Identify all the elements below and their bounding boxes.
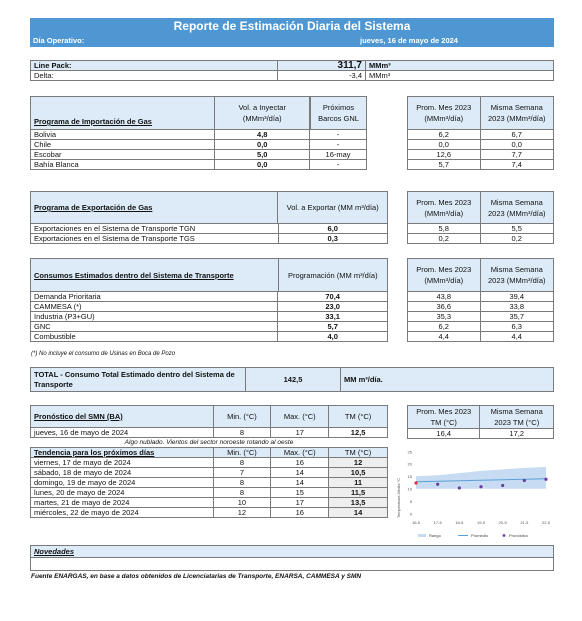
- legend-rango-label: Rango: [429, 533, 441, 538]
- chart-xtick-label: 20-5: [498, 520, 507, 525]
- consumo-row-prom: 6,2: [408, 322, 481, 332]
- import-row-vol: 0,0: [215, 140, 310, 150]
- trend-max: 16: [271, 508, 329, 518]
- trend-tm: 11,5: [329, 488, 388, 498]
- chart-xtick-label: 16-5: [411, 520, 421, 525]
- smn-title: Pronóstico del SMN (BA): [31, 406, 214, 428]
- chart-ytick-label: 10: [407, 486, 412, 492]
- export-rows-right: [407, 223, 554, 244]
- trend-tm: 14: [329, 508, 388, 518]
- consumo-row-prom: 36,6: [408, 302, 481, 312]
- chart-ylabel: Temperatura Media °C: [396, 477, 401, 519]
- import-row-prom: 12,6: [408, 150, 481, 160]
- delta-label: Delta:: [31, 71, 278, 81]
- legend-promedio-label: Promedio: [471, 533, 489, 538]
- import-right-header: [407, 96, 554, 130]
- chart-forecast-point: [458, 486, 461, 489]
- smn-today-max: 17: [271, 428, 329, 438]
- chart-xtick-label: 17-5: [433, 520, 442, 525]
- consumo-row-prog: 5,7: [278, 322, 388, 332]
- trend-min: 8: [213, 488, 271, 498]
- trend-day: miércoles, 22 de mayo de 2024: [31, 508, 214, 518]
- consumo-row-name: Demanda Prioritaria: [31, 292, 278, 302]
- export-row-prom: 0,2: [408, 234, 481, 244]
- linepack-unit: MMm³: [366, 61, 554, 71]
- consumo-row-misma: 35,7: [480, 312, 554, 322]
- novedades-title: Novedades: [31, 546, 554, 558]
- export-row-misma: 5,5: [480, 224, 554, 234]
- trend-col-max: Max. (°C): [271, 448, 329, 458]
- export-rows-left: [30, 223, 388, 244]
- total-label: TOTAL - Consumo Total Estimado dentro del Sistema de Transporte: [31, 368, 246, 392]
- consumos-rows-right: [407, 291, 554, 342]
- consumo-row-prog: 4,0: [278, 332, 388, 342]
- temperature-chart: [396, 446, 556, 542]
- import-row-vol: 4,8: [215, 130, 310, 140]
- chart-ytick-label: 20: [407, 461, 412, 467]
- trend-day: domingo, 19 de mayo de 2024: [31, 478, 214, 488]
- trend-day: martes, 21 de mayo de 2024: [31, 498, 214, 508]
- import-rows-right: [407, 129, 554, 170]
- consumos-title: Consumos Estimados dentro del Sistema de Transporte: [31, 259, 279, 292]
- consumo-row-prog: 33,1: [278, 312, 388, 322]
- linepack-table: [30, 60, 554, 81]
- trend-min: 8: [213, 478, 271, 488]
- consumo-row-name: CAMMESA (*): [31, 302, 278, 312]
- import-col-misma: Misma Semana 2023 (MMm³/día): [480, 97, 554, 130]
- chart-ytick-label: 25: [407, 449, 412, 455]
- import-col-prom: Prom. Mes 2023 (MMm³/día): [408, 97, 481, 130]
- smn-table: [30, 405, 388, 518]
- export-right-header: [407, 191, 554, 224]
- trend-min: 10: [213, 498, 271, 508]
- trend-title: Tendencia para los próximos días: [31, 448, 214, 458]
- export-row-vol: 6,0: [278, 224, 387, 234]
- import-row-misma: 0,0: [480, 140, 553, 150]
- import-col-vol: Vol. a Inyectar (MMm³/día): [215, 97, 310, 130]
- consumos-col-prom: Prom. Mes 2023 (MMm³/día): [408, 259, 481, 292]
- consumo-row-prom: 43,8: [408, 292, 481, 302]
- total-unit: MM m³/día.: [341, 368, 554, 392]
- import-row-name: Chile: [31, 140, 215, 150]
- trend-max: 17: [271, 498, 329, 508]
- smn-right-table: [407, 405, 554, 439]
- import-row-misma: 6,7: [480, 130, 553, 140]
- consumos-note: (*) No incluye el consumo de Usinas en Boca de Pozo: [31, 351, 176, 357]
- trend-max: 15: [271, 488, 329, 498]
- chart-forecast-point: [523, 479, 526, 482]
- chart-xtick-label: 21-5: [520, 520, 529, 525]
- consumo-row-name: GNC: [31, 322, 278, 332]
- consumo-row-misma: 39,4: [480, 292, 554, 302]
- consumo-row-misma: 33,8: [480, 302, 554, 312]
- trend-min: 12: [213, 508, 271, 518]
- total-table: [30, 367, 554, 392]
- trend-day: viernes, 17 de mayo de 2024: [31, 458, 214, 468]
- smn-today-min: 8: [213, 428, 271, 438]
- import-row-misma: 7,7: [480, 150, 553, 160]
- legend-pronostico-swatch: [503, 534, 506, 537]
- trend-tm: 12: [329, 458, 388, 468]
- consumo-row-name: Industria (P3+GU): [31, 312, 278, 322]
- import-row-vol: 5,0: [215, 150, 310, 160]
- trend-day: lunes, 20 de mayo de 2024: [31, 488, 214, 498]
- import-row-barcos: -: [310, 160, 367, 170]
- trend-day: sábado, 18 de mayo de 2024: [31, 468, 214, 478]
- consumo-row-prog: 70,4: [278, 292, 388, 302]
- trend-tm: 10,5: [329, 468, 388, 478]
- trend-max: 14: [271, 468, 329, 478]
- chart-xtick-label: 22-5: [541, 520, 551, 525]
- smn-col-misma: Misma Semana 2023 TM (°C): [480, 406, 554, 429]
- delta-unit: MMm³: [366, 71, 554, 81]
- chart-xtick-label: 19-5: [476, 520, 486, 525]
- import-title: Programa de Importación de Gas: [31, 97, 215, 130]
- legend-pronostico-label: Pronóstico: [509, 533, 528, 538]
- export-row-misma: 0,2: [480, 234, 554, 244]
- consumo-row-prom: 4,4: [408, 332, 481, 342]
- chart-ytick-label: 0: [409, 511, 412, 517]
- trend-min: 8: [213, 458, 271, 468]
- export-header: [30, 191, 388, 224]
- footer-source: Fuente ENARGAS, en base a datos obtenidos de Licenciatarias de Transporte, ENARSA, CAMMESA y SMN: [31, 573, 362, 580]
- smn-misma-value: 17,2: [480, 429, 554, 439]
- import-table: [30, 96, 310, 130]
- export-col-vol: Vol. a Exportar (MM m³/día): [278, 192, 388, 224]
- export-row-name: Exportaciones en el Sistema de Transporte TGS: [31, 234, 279, 244]
- trend-col-tm: TM (°C): [329, 448, 388, 458]
- chart-forecast-point: [436, 483, 439, 486]
- chart-forecast-point: [414, 481, 417, 484]
- export-row-vol: 0,3: [278, 234, 387, 244]
- import-row-prom: 0,0: [408, 140, 481, 150]
- export-row-name: Exportaciones en el Sistema de Transporte TGN: [31, 224, 279, 234]
- smn-prom-value: 16,4: [408, 429, 480, 439]
- consumo-row-prom: 35,3: [408, 312, 481, 322]
- chart-legend: [418, 533, 529, 538]
- smn-col-tm: TM (°C): [329, 406, 388, 428]
- import-row-name: Bolivia: [31, 130, 215, 140]
- linepack-value: 311,7: [278, 61, 366, 71]
- consumos-col-misma: Misma Semana 2023 (MMm³/día): [480, 259, 554, 292]
- consumos-header: [30, 258, 388, 292]
- import-row-misma: 7,4: [480, 160, 553, 170]
- linepack-label: Line Pack:: [31, 61, 278, 71]
- consumos-col-prog: Programación (MM m³/día): [278, 259, 387, 292]
- trend-max: 16: [271, 458, 329, 468]
- chart-ytick-label: 15: [407, 474, 412, 480]
- novedades-table: [30, 545, 554, 571]
- import-row-prom: 5,7: [408, 160, 481, 170]
- export-col-prom: Prom. Mes 2023 (MMm³/día): [408, 192, 481, 224]
- export-title: Programa de Exportación de Gas: [31, 192, 278, 224]
- operating-day-value: jueves, 16 de mayo de 2024: [360, 36, 458, 45]
- operating-day-label: Día Operativo:: [33, 36, 85, 45]
- operating-day-bar: [30, 34, 554, 47]
- trend-col-min: Min. (°C): [213, 448, 271, 458]
- export-col-misma: Misma Semana 2023 (MMm³/día): [480, 192, 554, 224]
- consumo-row-name: Combustible: [31, 332, 278, 342]
- legend-rango-swatch: [418, 534, 426, 537]
- import-rows-left: [30, 129, 367, 170]
- trend-tm: 11: [329, 478, 388, 488]
- import-row-barcos: -: [310, 130, 367, 140]
- smn-col-max: Max. (°C): [271, 406, 329, 428]
- novedades-body: [31, 558, 554, 571]
- trend-max: 14: [271, 478, 329, 488]
- trend-min: 7: [213, 468, 271, 478]
- consumo-row-misma: 4,4: [480, 332, 554, 342]
- total-value: 142,5: [246, 368, 341, 392]
- import-row-name: Escobar: [31, 150, 215, 160]
- import-row-barcos: -: [310, 140, 367, 150]
- import-barcos-header: [310, 96, 367, 130]
- consumos-right-header: [407, 258, 554, 292]
- chart-forecast-point: [501, 484, 504, 487]
- export-row-prom: 5,8: [408, 224, 481, 234]
- chart-forecast-point: [544, 478, 547, 481]
- chart-forecast-point: [479, 485, 482, 488]
- import-row-barcos: 16-may: [310, 150, 367, 160]
- delta-value: -3,4: [278, 71, 366, 81]
- consumo-row-misma: 6,3: [480, 322, 554, 332]
- smn-description: Algo nublado. Vientos del sector noroeste rotando al oeste: [124, 439, 294, 446]
- smn-today-day: jueves, 16 de mayo de 2024: [31, 428, 214, 438]
- consumos-rows-left: [30, 291, 388, 342]
- smn-today-tm: 12,5: [329, 428, 388, 438]
- chart-xtick-label: 18-5: [455, 520, 464, 525]
- trend-tm: 13,5: [329, 498, 388, 508]
- consumo-row-prog: 23,0: [278, 302, 388, 312]
- smn-col-prom: Prom. Mes 2023 TM (°C): [408, 406, 480, 429]
- report-title: Reporte de Estimación Diaria del Sistema: [30, 18, 554, 34]
- import-row-prom: 6,2: [408, 130, 481, 140]
- import-row-name: Bahía Blanca: [31, 160, 215, 170]
- smn-col-min: Min. (°C): [213, 406, 271, 428]
- import-col-barcos: Próximos Barcos GNL: [311, 97, 367, 130]
- import-row-vol: 0,0: [215, 160, 310, 170]
- chart-ytick-label: 5: [409, 498, 412, 504]
